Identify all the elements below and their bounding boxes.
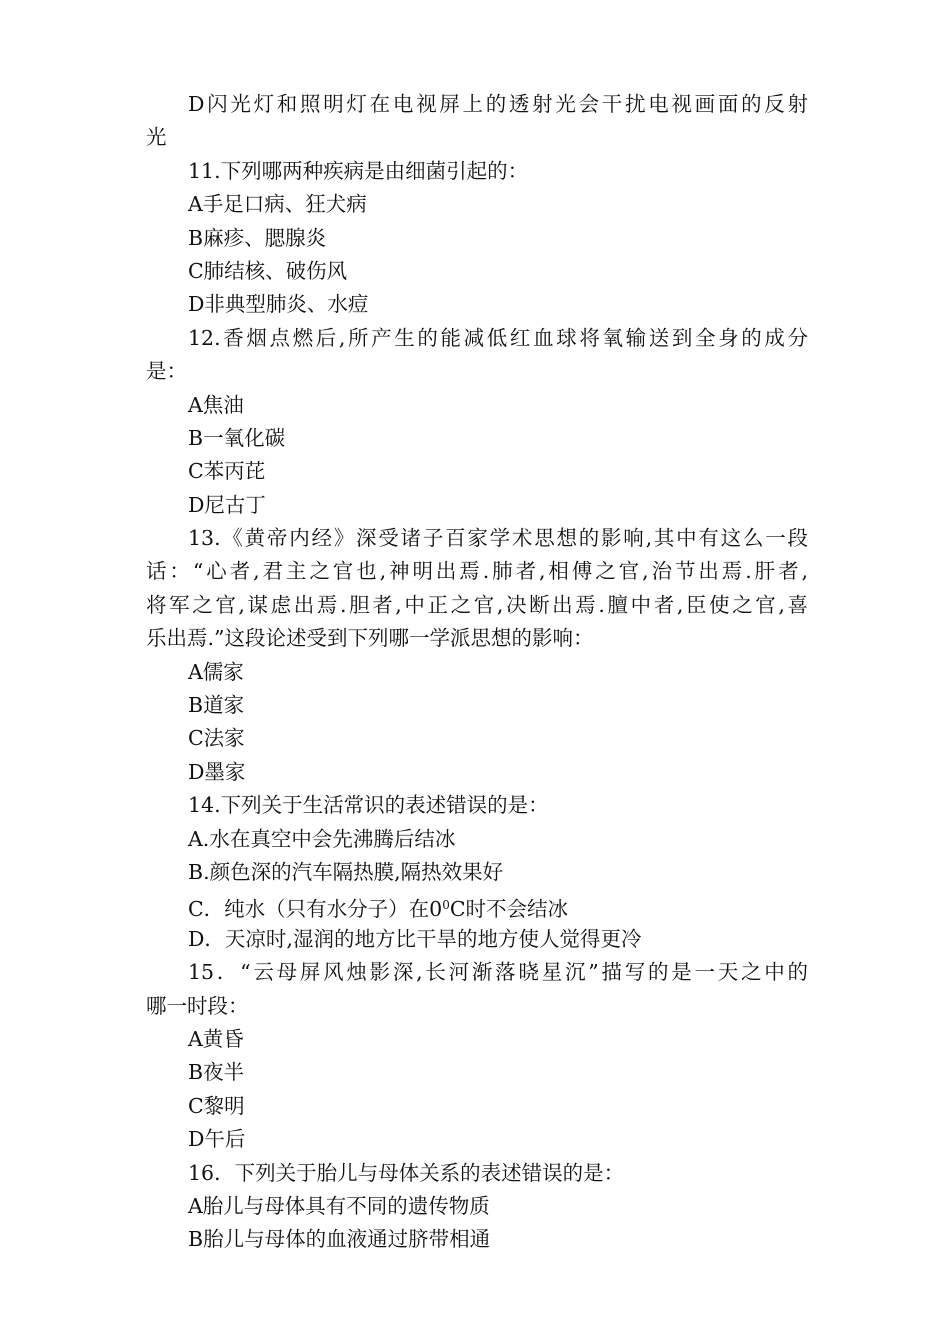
option-line: C黎明 xyxy=(188,1093,245,1118)
option-line: B麻疹、腮腺炎 xyxy=(188,225,327,250)
text-line: 将军之官,谋虑出焉.胆者,中正之官,决断出焉.膻中者,臣使之官,喜 xyxy=(146,592,808,617)
option-line: B.颜色深的汽车隔热膜,隔热效果好 xyxy=(188,859,504,884)
question-12-stem: 12.香烟点燃后,所产生的能减低红血球将氧输送到全身的成分 xyxy=(188,325,808,350)
option-line: A手足口病、狂犬病 xyxy=(188,192,367,217)
option-line: A黄昏 xyxy=(188,1026,244,1051)
option-line: D尼古丁 xyxy=(188,492,266,517)
option-line: D墨家 xyxy=(188,759,246,784)
document-page xyxy=(146,88,808,1257)
text-line: 哪一时段： xyxy=(146,993,249,1018)
text-line: D闪光灯和照明灯在电视屏上的透射光会干扰电视画面的反射 xyxy=(188,92,808,116)
option-line: A儒家 xyxy=(188,659,244,684)
option-line: D午后 xyxy=(188,1127,246,1152)
option-line: C法家 xyxy=(188,726,245,751)
question-16-stem: 16．下列关于胎儿与母体关系的表述错误的是： xyxy=(188,1160,625,1185)
text-line: 是： xyxy=(146,359,187,384)
option-line: D非典型肺炎、水痘 xyxy=(188,292,369,317)
superscript: 0 xyxy=(442,898,450,913)
option-line: A胎儿与母体具有不同的遗传物质 xyxy=(188,1193,490,1218)
option-line: B道家 xyxy=(188,693,245,718)
question-15-stem: 15．“云母屏风烛影深,长河渐落晓星沉”描写的是一天之中的 xyxy=(188,960,808,985)
option-line xyxy=(146,889,808,922)
option-line: B胎儿与母体的血液通过脐带相通 xyxy=(188,1227,491,1252)
text-line: 光 xyxy=(146,125,167,150)
text-line: 话：“心者,君主之官也,神明出焉.肺者,相傅之官,治节出焉.肝者, xyxy=(146,559,808,584)
option-line: B一氧化碳 xyxy=(188,425,286,450)
question-11-stem: 11.下列哪两种疾病是由细菌引起的： xyxy=(188,158,529,183)
question-13-stem: 13.《黄帝内经》深受诸子百家学术思想的影响,其中有这么一段 xyxy=(188,526,808,551)
option-line: C苯丙芘 xyxy=(188,459,266,484)
option-line: B夜半 xyxy=(188,1060,245,1085)
question-14-stem: 14.下列关于生活常识的表述错误的是： xyxy=(188,793,549,818)
option-line: A焦油 xyxy=(188,392,244,417)
option-line: C肺结核、破伤风 xyxy=(188,258,348,283)
option-line: A.水在真空中会先沸腾后结冰 xyxy=(188,826,456,851)
option-text: C时不会结冰 xyxy=(449,897,569,922)
option-line: D．天凉时,湿润的地方比干旱的地方使人觉得更冷 xyxy=(188,926,642,951)
option-text: C．纯水（只有水分子）在0 xyxy=(188,897,443,922)
text-line: 乐出焉.”这段论述受到下列哪一学派思想的影响： xyxy=(146,626,594,651)
